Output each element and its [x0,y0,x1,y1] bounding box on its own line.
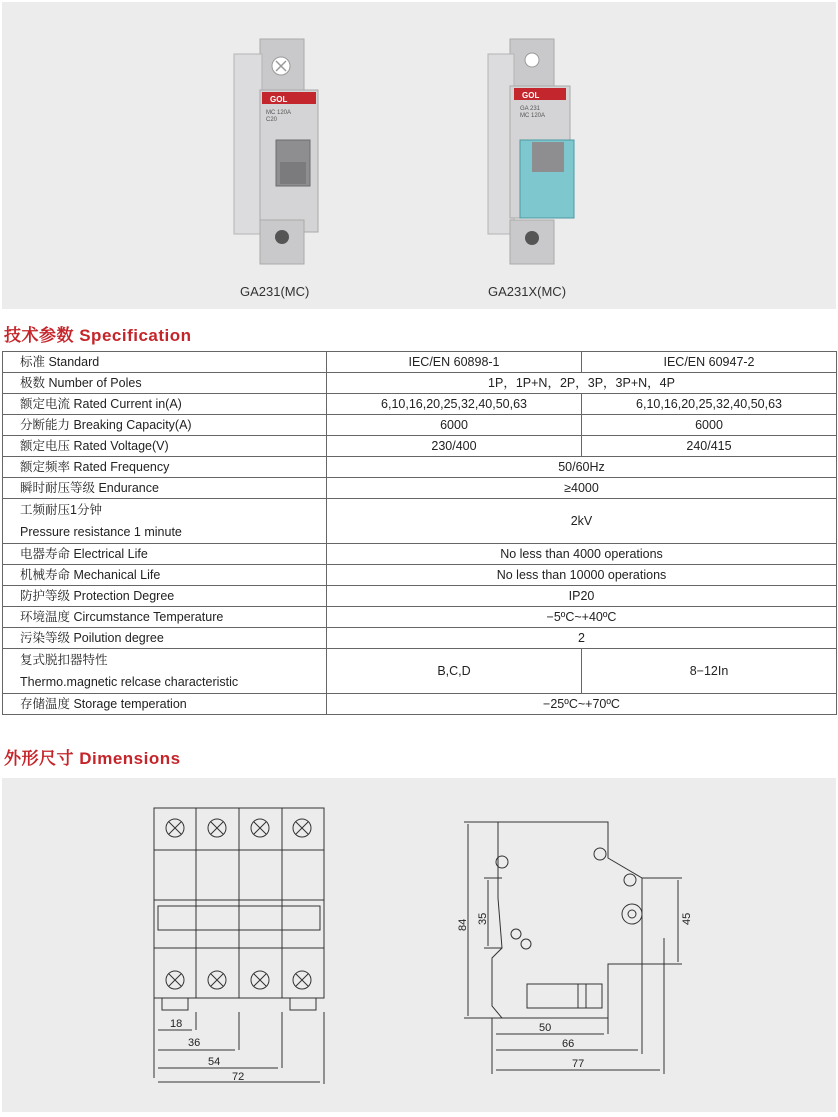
spec-label: 额定频率 Rated Frequency [3,457,327,478]
table-row [3,457,837,478]
breaker2-brand: GOL [522,91,540,100]
spec-value: 1P，1P+N，2P，3P，3P+N，4P [327,373,837,394]
side-dim-77: 77 [572,1058,585,1070]
product-images [2,2,836,309]
front-view-drawing [154,808,324,1084]
spec-label-line: 复式脱扣器特性 [20,653,108,667]
spec-value: IP20 [327,586,837,607]
dim-section-title: 外形尺寸 Dimensions [4,749,181,768]
breaker1-label-line2: C20 [266,117,278,123]
spec-value: −25ºC~+70ºC [327,694,837,715]
spec-label: 瞬时耐压等级 Endurance [3,478,327,499]
spec-label: 环境温度 Circumstance Temperature [3,607,327,628]
table-row [3,394,837,415]
breaker1-brand: GOL [270,95,288,104]
spec-value: 6000 [327,415,582,436]
side-dim-84: 84 [457,918,469,931]
spec-value: 50/60Hz [327,457,837,478]
spec-label-line: 工频耐压1分钟 [20,503,102,517]
breaker-ga231-image [234,39,318,299]
front-dim-18: 18 [170,1018,183,1030]
spec-label: 标准 Standard [3,352,327,373]
table-row [3,415,837,436]
table-row [3,694,837,715]
spec-value: 240/415 [582,436,837,457]
spec-label-line: Thermo.magnetic relcase characteristic [20,675,239,689]
spec-label: 存储温度 Storage temperation [3,694,327,715]
spec-value: 2 [327,628,837,649]
table-row [3,607,837,628]
spec-label: 额定电流 Rated Current in(A) [3,394,327,415]
spec-label: 分断能力 Breaking Capacity(A) [3,415,327,436]
table-row [3,436,837,457]
table-row [3,478,837,499]
breaker1-label-line1: MC 120A [266,110,292,116]
spec-value: 8−12In [582,649,837,694]
table-row [3,499,837,544]
breaker2-label-line2: MC 120A [520,113,546,119]
breaker2-caption: GA231X(MC) [488,284,567,299]
spec-value: −5ºC~+40ºC [327,607,837,628]
dimension-drawings [2,778,836,1112]
spec-label: 电器寿命 Electrical Life [3,544,327,565]
spec-value: 6000 [582,415,837,436]
side-dim-35: 35 [477,912,489,925]
spec-value: IEC/EN 60947-2 [582,352,837,373]
table-row [3,352,837,373]
spec-label [3,649,327,694]
side-dim-45: 45 [681,912,693,925]
spec-label: 极数 Number of Poles [3,373,327,394]
spec-label-line: Pressure resistance 1 minute [20,525,182,539]
table-row [3,544,837,565]
table-row [3,586,837,607]
spec-value: No less than 4000 operations [327,544,837,565]
breaker2-label-line1: GA 231 [520,106,541,112]
spec-value: IEC/EN 60898-1 [327,352,582,373]
table-row [3,649,837,694]
table-row [3,373,837,394]
front-dim-72: 72 [232,1071,245,1083]
spec-label: 防护等级 Protection Degree [3,586,327,607]
spec-value: B,C,D [327,649,582,694]
spec-value: No less than 10000 operations [327,565,837,586]
spec-value: ≥4000 [327,478,837,499]
spec-value: 2kV [327,499,837,544]
side-view-drawing [464,822,682,1074]
dimension-drawing-panel [2,778,836,1112]
spec-label [3,499,327,544]
front-dim-36: 36 [188,1037,201,1049]
spec-value: 6,10,16,20,25,32,40,50,63 [327,394,582,415]
spec-value: 230/400 [327,436,582,457]
table-row [3,565,837,586]
spec-value: 6,10,16,20,25,32,40,50,63 [582,394,837,415]
spec-label: 机械寿命 Mechanical Life [3,565,327,586]
side-dim-50: 50 [539,1022,552,1034]
breaker-ga231x-image [488,39,574,299]
side-dim-66: 66 [562,1038,575,1050]
table-row [3,628,837,649]
front-dim-54: 54 [208,1056,221,1068]
spec-section-title: 技术参数 Specification [4,326,192,345]
product-photo-panel [2,2,836,309]
spec-table [2,351,837,715]
breaker1-caption: GA231(MC) [240,284,310,299]
spec-label: 污染等级 Poilution degree [3,628,327,649]
spec-label: 额定电压 Rated Voltage(V) [3,436,327,457]
